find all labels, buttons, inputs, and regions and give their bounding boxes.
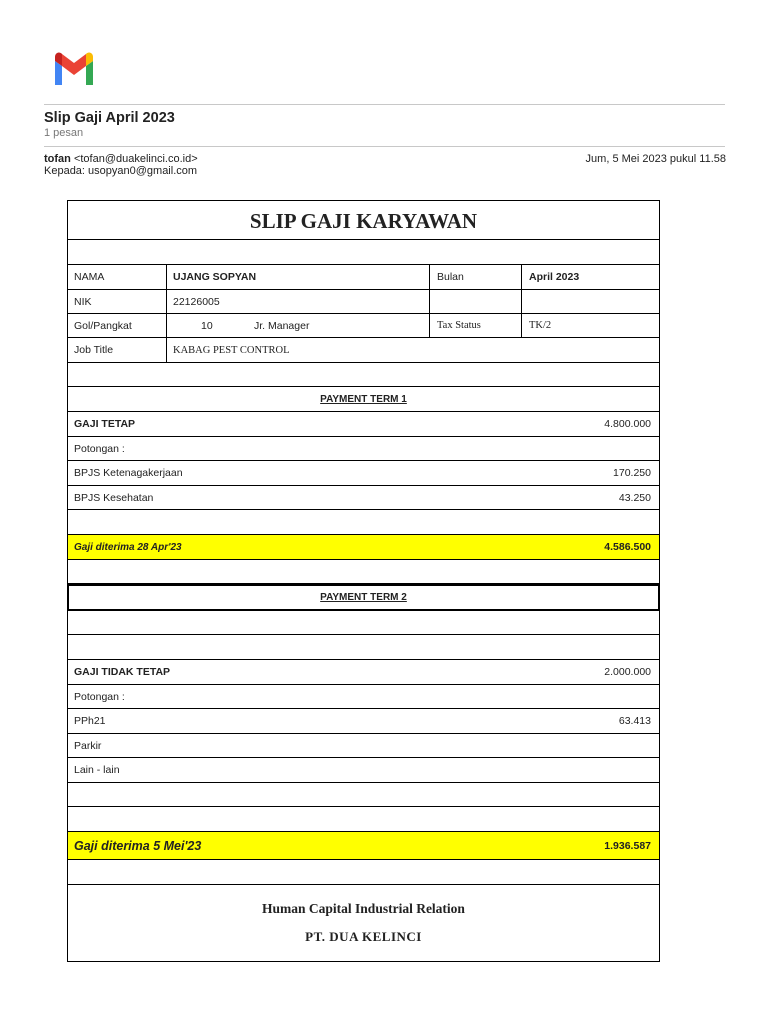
tax-label: Tax Status — [437, 320, 481, 331]
bpjs-kes-value: 43.250 — [618, 491, 651, 504]
row-job — [68, 338, 659, 363]
term1-heading-row — [68, 387, 659, 412]
lain-lain-row — [68, 758, 659, 783]
nama-label: NAMA — [74, 271, 105, 283]
email-subject: Slip Gaji April 2023 — [44, 110, 175, 126]
term2-heading-row — [67, 584, 660, 611]
slip-title: SLIP GAJI KARYAWAN — [249, 208, 478, 233]
job-label: Job Title — [74, 344, 114, 356]
blank-row — [68, 510, 659, 535]
blank-row — [68, 783, 659, 807]
bpjs-tk-value: 170.250 — [613, 467, 651, 479]
bpjs-kes-label: BPJS Kesehatan — [74, 491, 154, 504]
nik-label: NIK — [74, 295, 92, 308]
tax-value: TK/2 — [529, 320, 552, 331]
slip-footer — [68, 885, 659, 961]
gaji-tidak-tetap-value: 2.000.000 — [604, 666, 651, 678]
gaji-tetap-value: 4.800.000 — [604, 418, 651, 430]
gaji-tetap-label: GAJI TETAP — [74, 418, 136, 430]
pph21-row — [68, 709, 659, 734]
blank-row — [68, 860, 659, 885]
blank-row — [68, 560, 659, 584]
salary-slip — [67, 200, 660, 962]
term2-total-value: 1.936.587 — [604, 839, 651, 852]
blank-row — [68, 240, 659, 265]
gmail-logo-icon — [52, 52, 96, 85]
nama-value: UJANG SOPYAN — [173, 271, 257, 283]
potongan-label: Potongan : — [74, 442, 125, 455]
term1-total-value: 4.586.500 — [604, 541, 651, 553]
term2-potongan-row — [68, 685, 659, 709]
row-gol — [68, 314, 659, 338]
row-nama — [68, 265, 659, 290]
bpjs-tk-label: BPJS Ketenagakerjaan — [74, 467, 183, 479]
nik-value: 22126005 — [173, 295, 220, 308]
gol-value: 10 — [201, 319, 213, 332]
pph21-label: PPh21 — [74, 715, 106, 727]
term2-heading: PAYMENT TERM 2 — [320, 592, 407, 603]
subject-divider — [44, 146, 725, 147]
term2-total-label: Gaji diterima 5 Mei'23 — [74, 838, 202, 853]
parkir-label: Parkir — [74, 739, 102, 752]
footer-company: PT. DUA KELINCI — [305, 929, 422, 944]
term1-total-row — [68, 535, 659, 560]
blank-row — [68, 635, 659, 660]
lain-lain-label: Lain - lain — [74, 764, 120, 776]
recipient: Kepada: usopyan0@gmail.com — [44, 165, 198, 177]
bulan-label: Bulan — [437, 271, 464, 283]
term1-gaji-row — [68, 412, 659, 437]
bpjs-kes-row — [68, 486, 659, 510]
email-date: Jum, 5 Mei 2023 pukul 11.58 — [585, 153, 726, 165]
bulan-value: April 2023 — [529, 271, 580, 283]
sender-email: <tofan@duakelinci.co.id> — [73, 153, 198, 165]
blank-row — [68, 611, 659, 635]
job-value: KABAG PEST CONTROL — [173, 344, 290, 356]
gol-label: Gol/Pangkat — [74, 319, 132, 332]
header-divider — [44, 104, 725, 105]
sender — [44, 153, 198, 165]
term1-total-label: Gaji diterima 28 Apr'23 — [74, 541, 182, 553]
blank-row — [68, 807, 659, 832]
term2-gaji-row — [68, 660, 659, 685]
slip-title-row — [68, 201, 659, 240]
term1-heading: PAYMENT TERM 1 — [320, 393, 407, 405]
potongan-label: Potongan : — [74, 690, 125, 703]
parkir-row — [68, 734, 659, 758]
bpjs-tk-row — [68, 461, 659, 486]
gaji-tidak-tetap-label: GAJI TIDAK TETAP — [74, 666, 171, 678]
term2-total-row — [68, 832, 659, 860]
row-nik — [68, 290, 659, 314]
footer-department: Human Capital Industrial Relation — [262, 901, 465, 916]
blank-row — [68, 363, 659, 387]
pph21-value: 63.413 — [618, 715, 651, 727]
term1-potongan-row — [68, 437, 659, 461]
jabatan-value: Jr. Manager — [254, 319, 310, 332]
message-count: 1 pesan — [44, 127, 84, 139]
sender-name: tofan — [44, 153, 71, 165]
